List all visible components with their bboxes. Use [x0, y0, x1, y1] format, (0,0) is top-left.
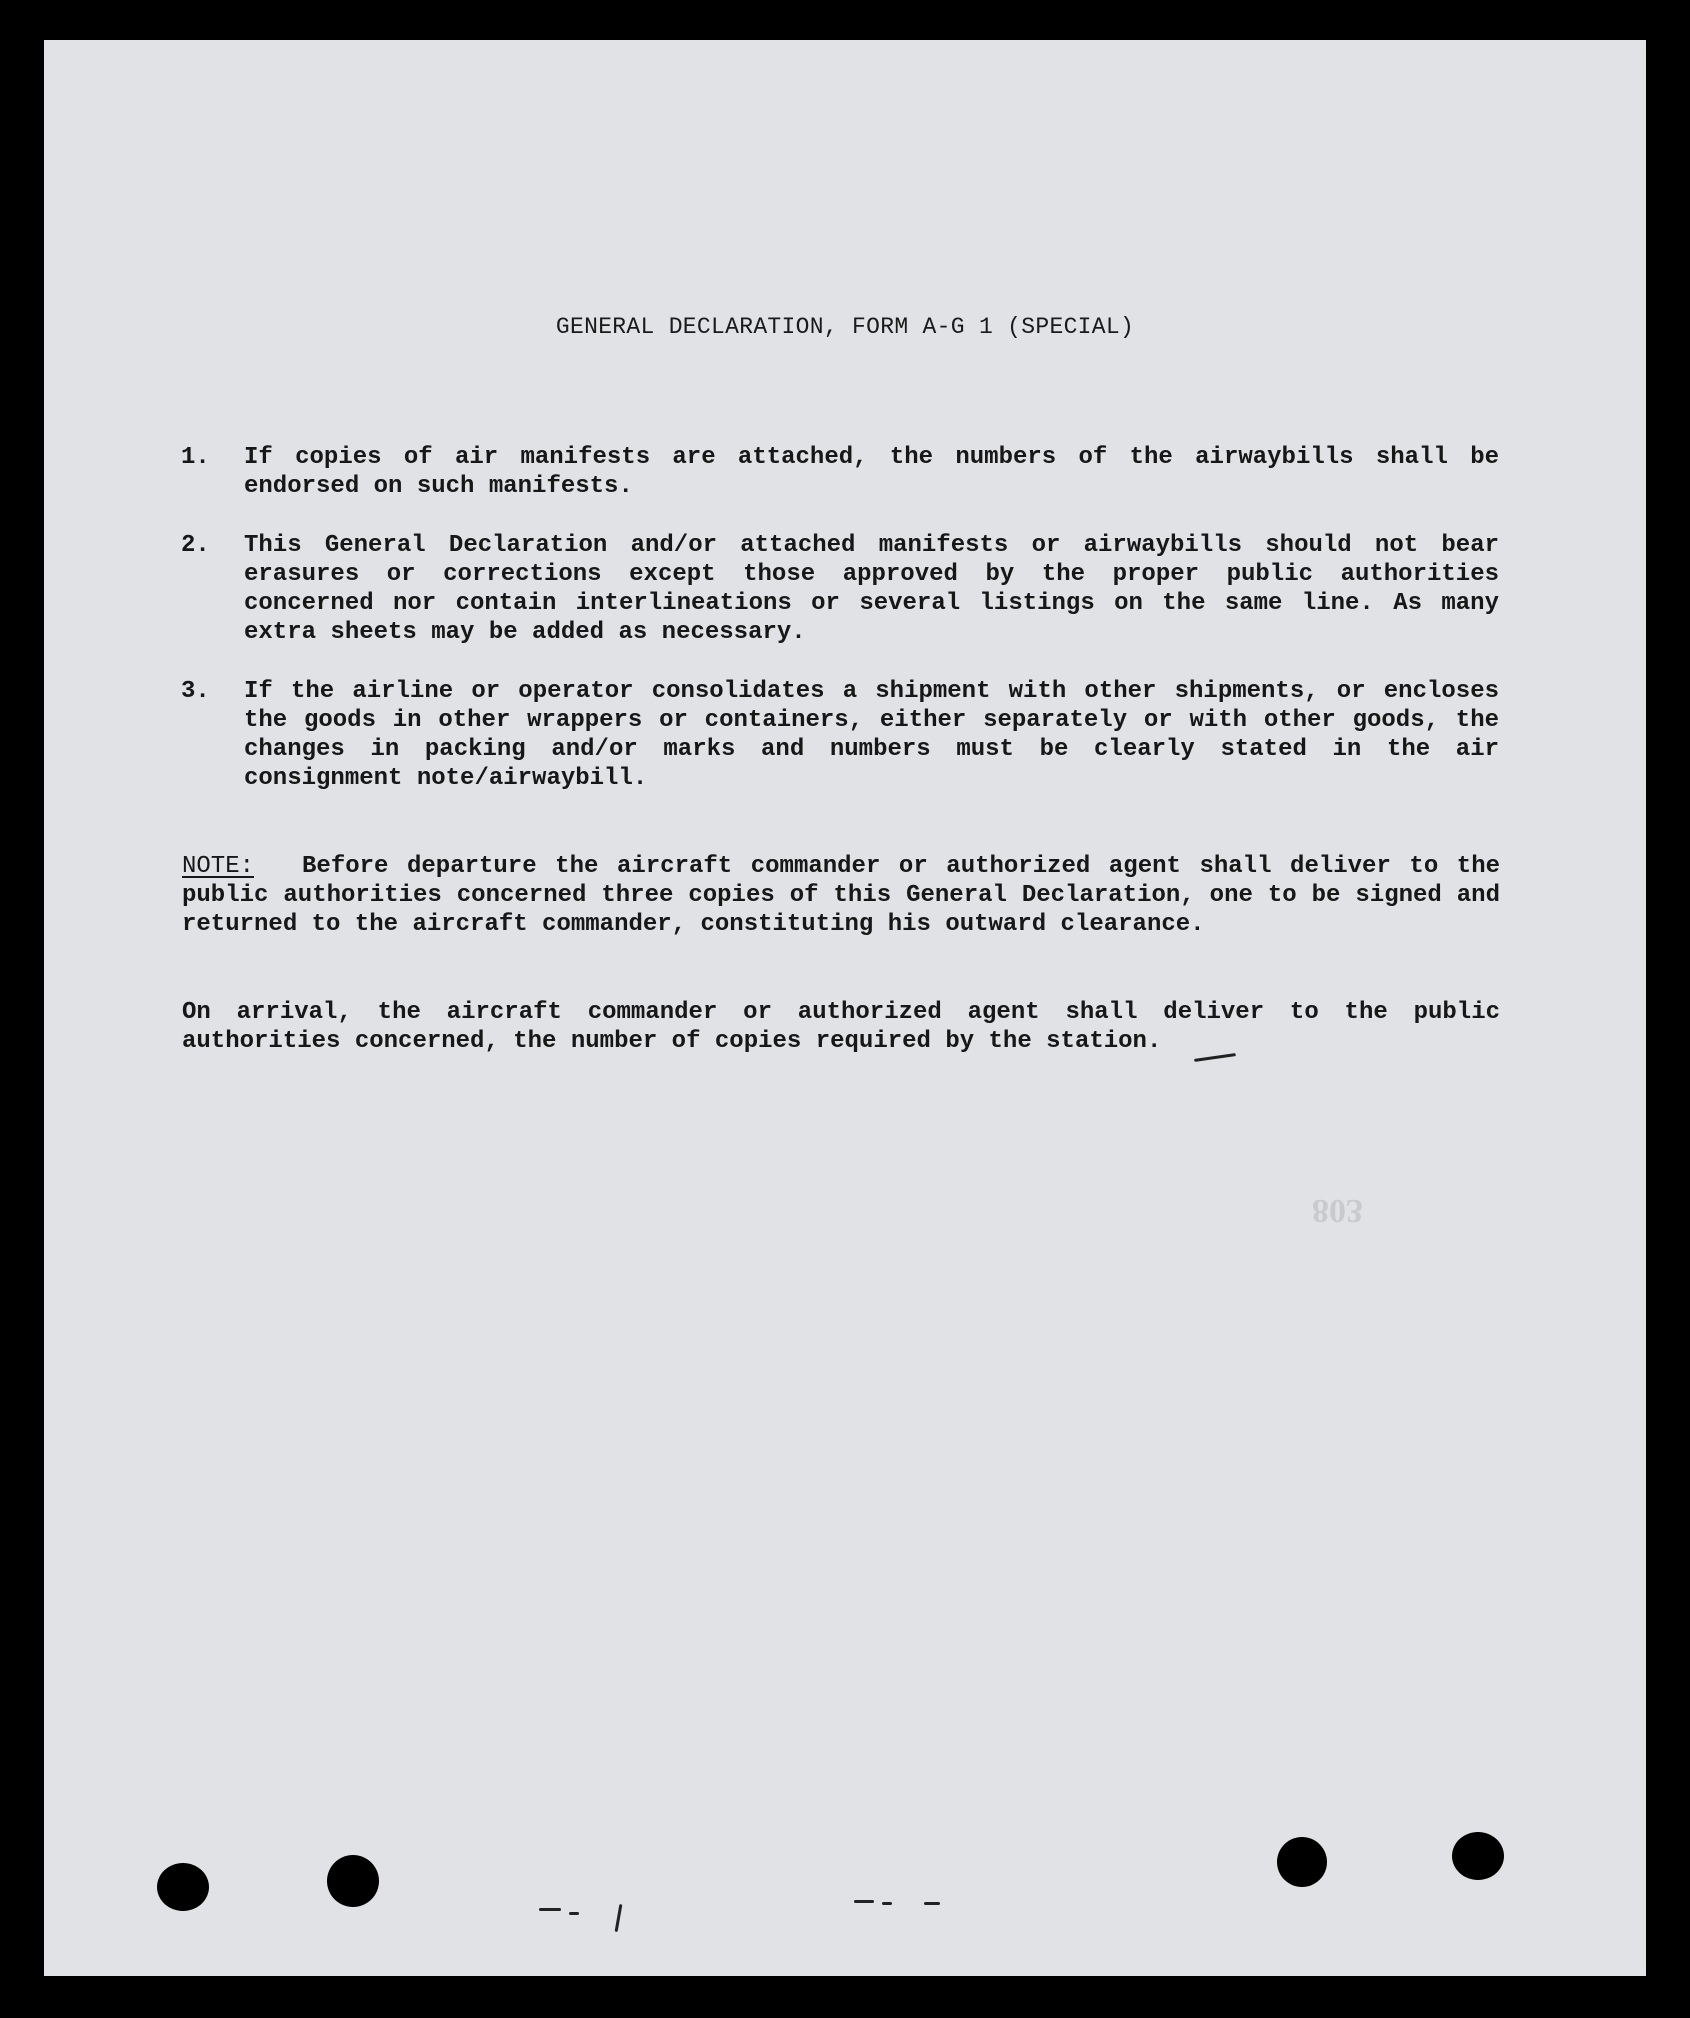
- punch-hole: [1452, 1832, 1504, 1880]
- punch-hole: [1277, 1837, 1327, 1887]
- list-item-2: [181, 531, 1511, 649]
- ink-mark: [569, 1912, 579, 1915]
- punch-hole: [327, 1855, 379, 1907]
- item-text: If the airline or operator consolidates a shipment with other shipments, or encloses the goods in other wrappers or containers, either separately or with other goods, the changes in packing and/or marks and numbers must be clearly stated in the air consignment note/airwaybill.: [244, 678, 1499, 792]
- arrival-paragraph: On arrival, the aircraft commander or authorized agent shall deliver to the public authorities concerned, the number of copies required by the station.: [182, 999, 1500, 1055]
- item-number: 2.: [181, 532, 210, 559]
- ink-mark: [539, 1908, 561, 1911]
- note-label: NOTE:: [182, 853, 255, 880]
- list-item-3: [181, 677, 1511, 795]
- item-text: This General Declaration and/or attached manifests or airwaybills should not bear erasures or corrections except those approved by the proper public authorities concerned nor contain interlineations or several listings on the same line. As many extra sheets may be added as necessary.: [244, 532, 1499, 646]
- ink-mark: [924, 1902, 940, 1905]
- list-item-1: [181, 443, 1511, 503]
- note-paragraph: [182, 852, 1500, 939]
- item-number: 3.: [181, 678, 210, 705]
- document-title: GENERAL DECLARATION, FORM A-G 1 (SPECIAL): [555, 314, 1135, 340]
- document-page: [44, 40, 1646, 1976]
- ink-mark: [615, 1904, 623, 1932]
- ink-mark: [854, 1900, 874, 1903]
- punch-hole: [157, 1863, 209, 1911]
- ink-mark: [882, 1902, 892, 1905]
- bleed-through-stamp: 803: [1312, 1192, 1363, 1229]
- note-text: Before departure the aircraft commander or authorized agent shall deliver to the public authorities concerned three copies of this General Declaration, one to be signed and returned to the aircraft commander, constituting his outward clearance.: [182, 853, 1500, 938]
- item-number: 1.: [181, 444, 210, 471]
- item-text: If copies of air manifests are attached, the numbers of the airwaybills shall be endorsed on such manifests.: [244, 444, 1499, 500]
